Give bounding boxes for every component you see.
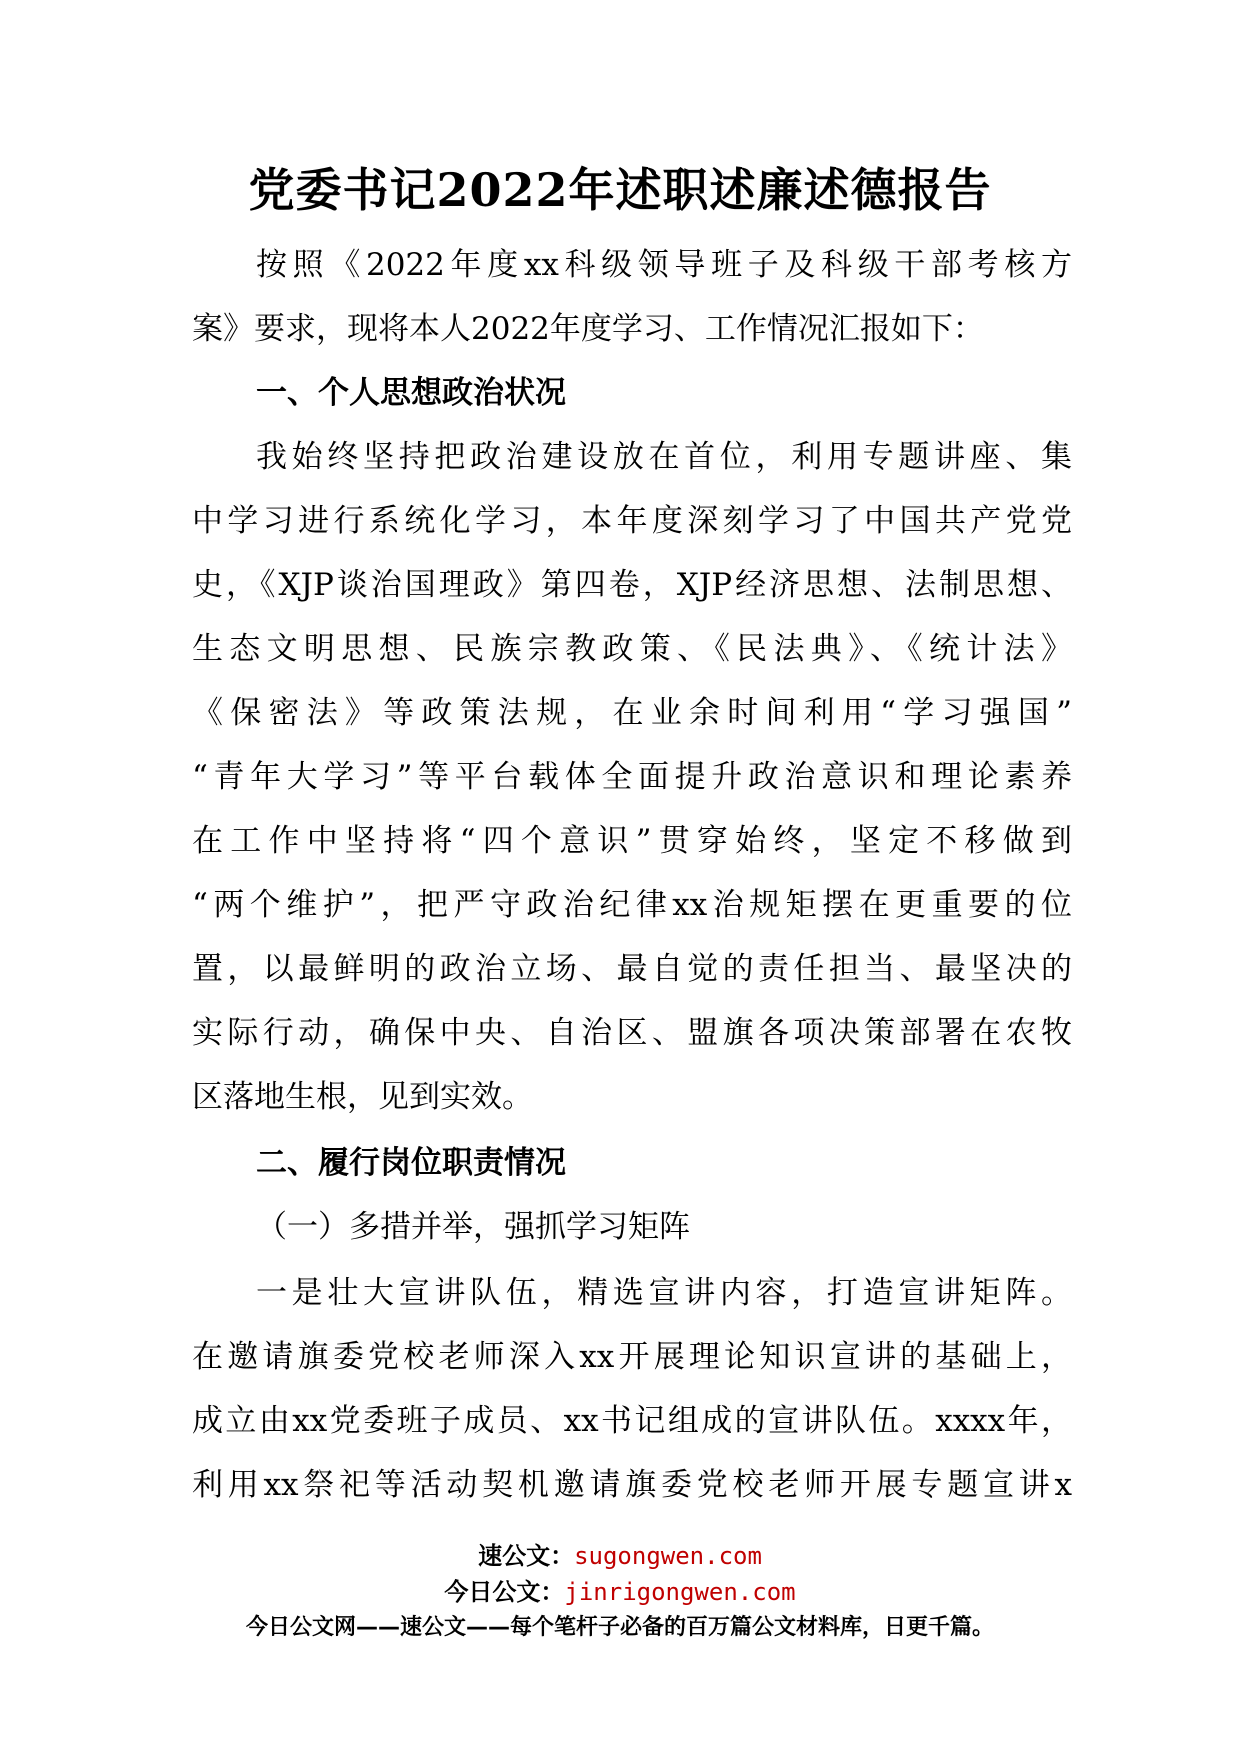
footer-line-2	[0, 1576, 1240, 1608]
section-1-line: 置，以最鲜明的政治立场、最自觉的责任担当、最坚决的	[192, 951, 1072, 987]
footer-slogan: 今日公文网——速公文——每个笔杆子必备的百万篇公文材料库，日更千篇。	[245, 1615, 994, 1640]
intro-line-1: 按照《2022年度xx科级领导班子及科级干部考核方	[256, 247, 1072, 283]
footer-link-sugongwen[interactable]: sugongwen.com	[574, 1542, 762, 1570]
section-1-line: 实际行动，确保中央、自治区、盟旗各项决策部署在农牧	[192, 1015, 1072, 1051]
section-1-line: 《保密法》等政策法规，在业余时间利用“学习强国”	[192, 695, 1072, 731]
section-2-line: 利用xx祭祀等活动契机邀请旗委党校老师开展专题宣讲x	[192, 1467, 1072, 1503]
section-2-subheading: （一）多措并举，强抓学习矩阵	[256, 1209, 690, 1245]
section-2-line: 一是壮大宣讲队伍，精选宣讲内容，打造宣讲矩阵。	[256, 1275, 1072, 1311]
section-1-line: 中学习进行系统化学习，本年度深刻学习了中国共产党党	[192, 503, 1072, 539]
section-1-line: 史，《XJP谈治国理政》第四卷，XJP经济思想、法制思想、	[192, 567, 1072, 603]
footer-line-1	[0, 1540, 1240, 1572]
footer-label-2: 今日公文：	[444, 1578, 565, 1606]
section-1-heading: 一、个人思想政治状况	[256, 375, 566, 411]
section-1-line: 在工作中坚持将“四个意识”贯穿始终，坚定不移做到	[192, 823, 1072, 859]
section-1-line: “两个维护”，把严守政治纪律xx治规矩摆在更重要的位	[192, 887, 1072, 923]
section-2-line: 成立由xx党委班子成员、xx书记组成的宣讲队伍。xxxx年，	[192, 1403, 1072, 1439]
section-2-line: 在邀请旗委党校老师深入xx开展理论知识宣讲的基础上，	[192, 1339, 1072, 1375]
section-1-line: 区落地生根，见到实效。	[192, 1079, 533, 1115]
intro-line-2: 案》要求，现将本人2022年度学习、工作情况汇报如下：	[192, 311, 984, 347]
footer-link-jinrigongwen[interactable]: jinrigongwen.com	[564, 1578, 796, 1606]
section-1-line: “青年大学习”等平台载体全面提升政治意识和理论素养	[192, 759, 1072, 795]
section-1-line: 生态文明思想、民族宗教政策、《民法典》、《统计法》	[192, 631, 1072, 667]
section-1-line: 我始终坚持把政治建设放在首位，利用专题讲座、集	[256, 439, 1072, 475]
document-title: 党委书记2022年述职述廉述德报告	[248, 163, 992, 217]
footer-label-1: 速公文：	[478, 1542, 575, 1570]
section-2-heading: 二、履行岗位职责情况	[256, 1145, 566, 1181]
